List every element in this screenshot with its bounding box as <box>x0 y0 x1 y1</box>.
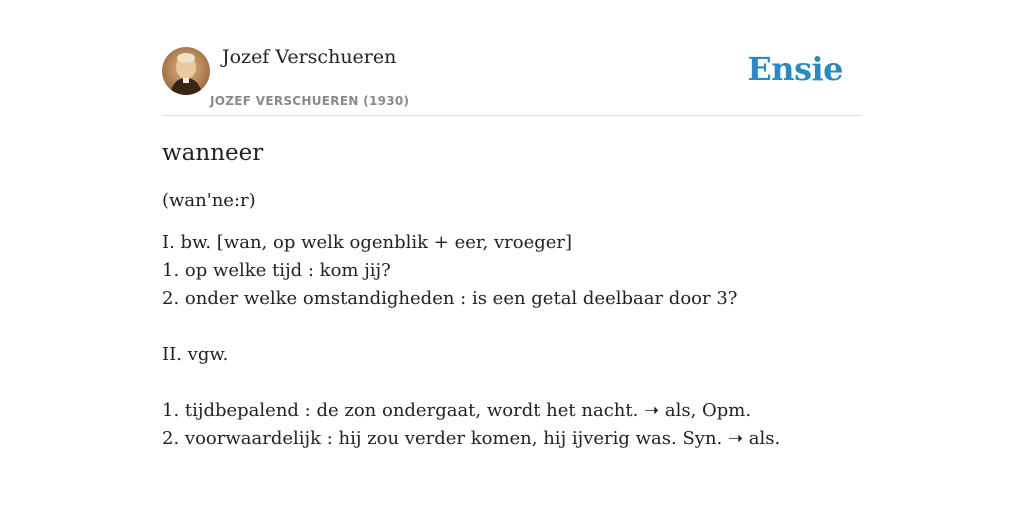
entry-definition <box>162 229 862 453</box>
entry-header <box>162 44 862 116</box>
entry-word: wanneer <box>162 140 264 166</box>
entry-card <box>162 44 862 453</box>
brand-logo[interactable]: Ensie <box>747 50 843 88</box>
author-name[interactable]: Jozef Verschueren <box>222 46 397 68</box>
definition-line: 1. op welke tijd : kom jij? <box>162 260 391 281</box>
definition-line <box>162 313 862 341</box>
definition-line: 1. tijdbepalend : de zon ondergaat, wordt het nacht. ➝ als, Opm. <box>162 400 752 421</box>
entry-pronunciation: (wan'ne:r) <box>162 190 256 211</box>
definition-line <box>162 369 862 397</box>
definition-line: I. bw. [wan, op welk ogenblik + eer, vroeger] <box>162 232 573 253</box>
author-subtitle[interactable]: JOZEF VERSCHUEREN (1930) <box>210 94 410 108</box>
definition-line: II. vgw. <box>162 344 229 365</box>
definition-line: 2. voorwaardelijk : hij zou verder komen, hij ijverig was. Syn. ➝ als. <box>162 428 781 449</box>
definition-line: 2. onder welke omstandigheden : is een getal deelbaar door 3? <box>162 288 738 309</box>
author-avatar[interactable] <box>162 47 210 95</box>
portrait-icon <box>162 47 210 95</box>
